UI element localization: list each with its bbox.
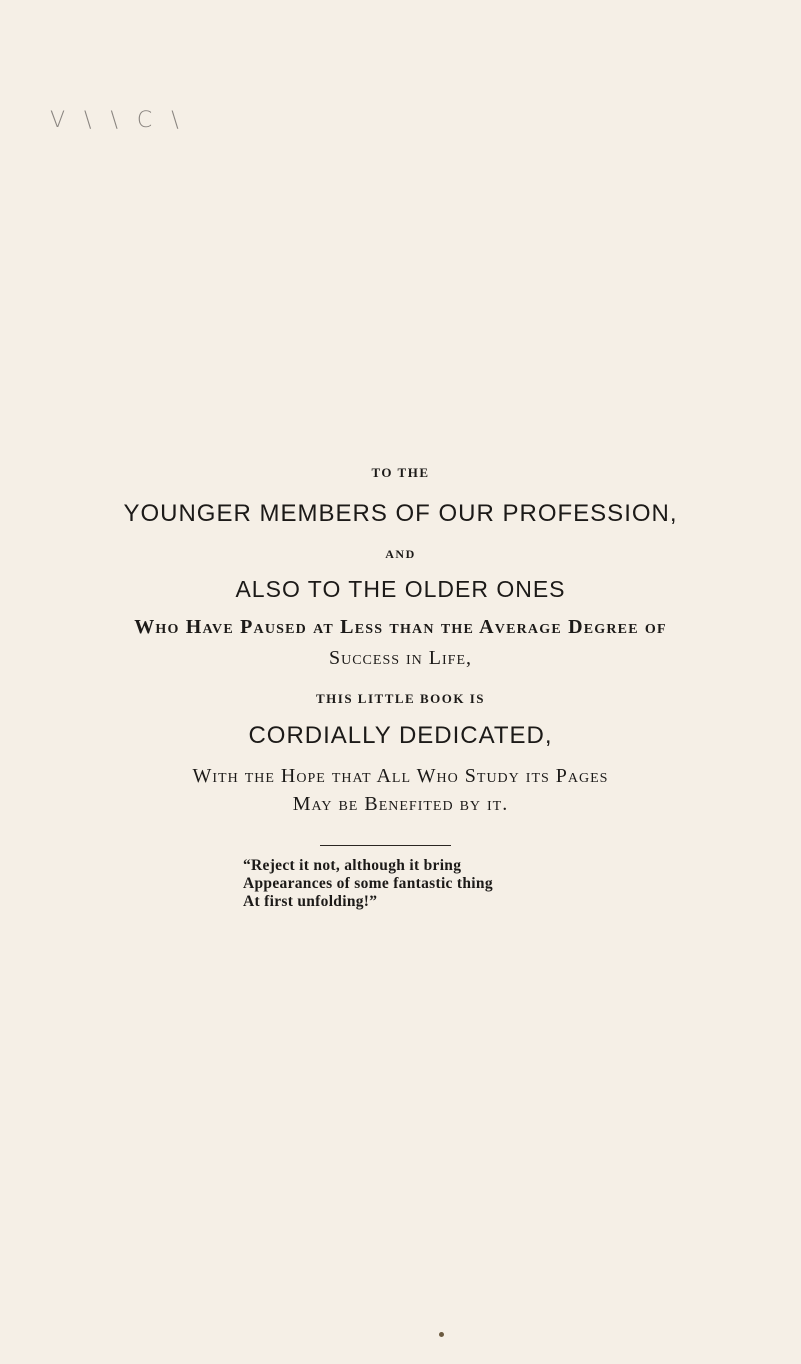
ink-speck xyxy=(439,1332,444,1337)
dedication-to-the: TO THE xyxy=(371,465,430,480)
dedication-success-in-life: Success in Life, xyxy=(328,647,473,669)
dedication-with-the-hope: With the Hope that All Who Study its Pages xyxy=(192,765,609,787)
epigraph-quote xyxy=(243,857,493,911)
dedication-this-little-book: THIS LITTLE BOOK IS xyxy=(315,691,486,706)
dedication-older-ones: ALSO TO THE OLDER ONES xyxy=(235,576,566,602)
dedication-and: AND xyxy=(385,547,416,561)
epigraph-line: Appearances of some fantastic thing xyxy=(243,875,493,892)
epigraph-line: At first unfolding!” xyxy=(243,893,378,910)
dedication-may-be-benefited: May be Benefited by it. xyxy=(292,793,509,815)
pencil-marginalia: V \ \ C \ xyxy=(50,108,185,133)
epigraph-line: “Reject it not, although it bring xyxy=(243,857,462,874)
dedication-cordially-dedicated: CORDIALLY DEDICATED, xyxy=(248,722,553,749)
dedication-who-have-paused: Who Have Paused at Less than the Average Degree of xyxy=(134,616,667,638)
dedication-younger-members: YOUNGER MEMBERS OF OUR PROFESSION, xyxy=(123,500,678,527)
divider-rule xyxy=(320,845,451,846)
